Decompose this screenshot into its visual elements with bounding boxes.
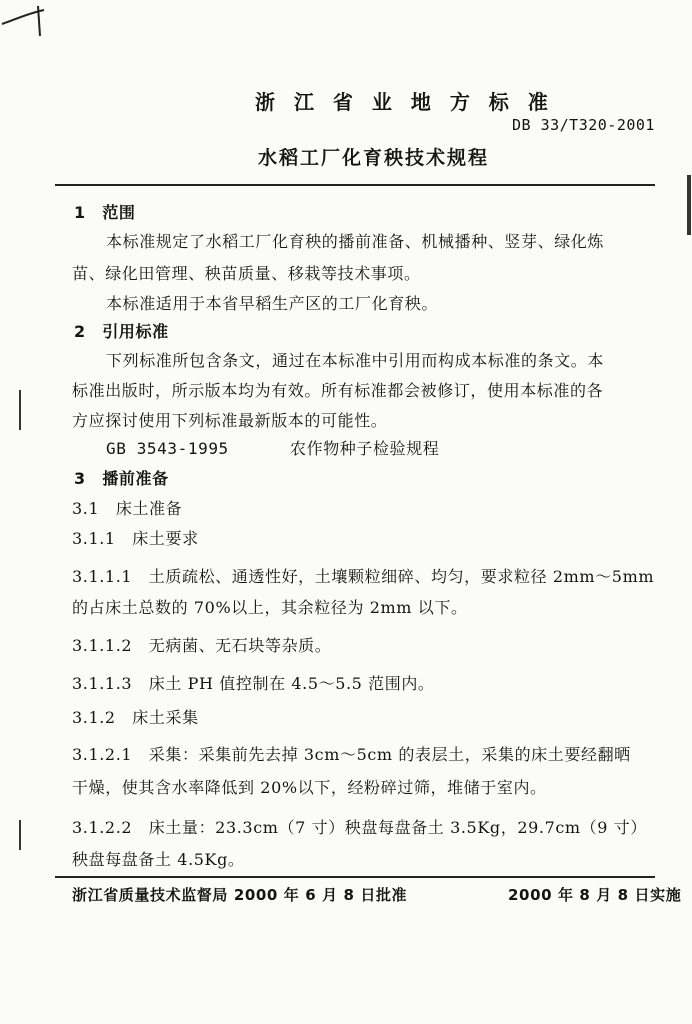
text-line-sec3-1-1-3: 3.1.1.3 床土 PH 值控制在 4.5～5.5 范围内。 bbox=[72, 674, 435, 693]
text-line-sec2-ref-code: GB 3543-1995 bbox=[106, 439, 229, 458]
text-line-sec2-ref-name: 农作物种子检验规程 bbox=[290, 439, 440, 458]
approval-note: 浙江省质量技术监督局 2000 年 6 月 8 日批准 bbox=[72, 886, 408, 904]
text-line-sec3-1-2: 3.1.2 床土采集 bbox=[72, 708, 199, 727]
text-line-sec3-1-2-1-l1: 3.1.2.1 采集：采集前先去掉 3cm～5cm 的表层土，采集的床土要经翻晒 bbox=[72, 745, 631, 764]
text-line-sec2-p1-l2: 标准出版时，所示版本均为有效。所有标准都会被修订，使用本标准的各 bbox=[72, 381, 604, 400]
text-line-sec3-1-1-2: 3.1.1.2 无病菌、无石块等杂质。 bbox=[72, 636, 332, 655]
text-line-sec2-heading: 2 引用标准 bbox=[74, 322, 169, 341]
header-divider bbox=[55, 184, 655, 186]
standard-code: DB 33/T320-2001 bbox=[512, 116, 655, 134]
footer-divider bbox=[55, 876, 655, 878]
text-line-sec3-1-1-1-l1: 3.1.1.1 土质疏松、通透性好，土壤颗粒细碎、均匀，要求粒径 2mm～5mm bbox=[72, 567, 655, 586]
document-title: 水稻工厂化育秧技术规程 bbox=[258, 147, 490, 169]
scan-edge-right bbox=[687, 175, 691, 235]
scan-mark-top-left bbox=[0, 0, 60, 40]
scan-edge-left-1 bbox=[19, 390, 21, 430]
scan-edge-left-2 bbox=[19, 820, 21, 850]
text-line-sec1-p1-l2: 苗、绿化田管理、秧苗质量、移栽等技术事项。 bbox=[72, 264, 421, 283]
text-line-sec3-1-1: 3.1.1 床土要求 bbox=[72, 529, 199, 548]
text-line-sec3-1: 3.1 床土准备 bbox=[72, 499, 183, 518]
text-line-sec1-p1-l1: 本标准规定了水稻工厂化育秧的播前准备、机械播种、竖芽、绿化炼 bbox=[106, 232, 605, 251]
text-line-sec3-1-2-2-l2: 秧盘每盘备土 4.5Kg。 bbox=[72, 850, 245, 869]
text-line-sec2-p1-l3: 方应探讨使用下列标准最新版本的可能性。 bbox=[72, 411, 388, 430]
text-line-sec3-1-1-1-l2: 的占床土总数的 70%以上，其余粒径为 2mm 以下。 bbox=[72, 598, 468, 617]
text-line-sec3-heading: 3 播前准备 bbox=[74, 469, 169, 488]
text-line-sec2-p1-l1: 下列标准所包含条文，通过在本标准中引用而构成本标准的条文。本 bbox=[106, 351, 605, 370]
implementation-date: 2000 年 8 月 8 日实施 bbox=[508, 886, 682, 904]
text-line-sec3-1-2-1-l2: 干燥，使其含水率降低到 20%以下，经粉碎过筛，堆储于室内。 bbox=[72, 778, 547, 797]
text-line-sec1-heading: 1 范围 bbox=[74, 203, 136, 222]
text-line-sec1-p2: 本标准适用于本省早稻生产区的工厂化育秧。 bbox=[106, 294, 439, 313]
text-line-sec3-1-2-2-l1: 3.1.2.2 床土量：23.3cm（7 寸）秧盘每盘备土 3.5Kg，29.7cm（9 寸） bbox=[72, 818, 647, 837]
standard-org-heading: 浙 江 省 业 地 方 标 准 bbox=[255, 90, 554, 114]
